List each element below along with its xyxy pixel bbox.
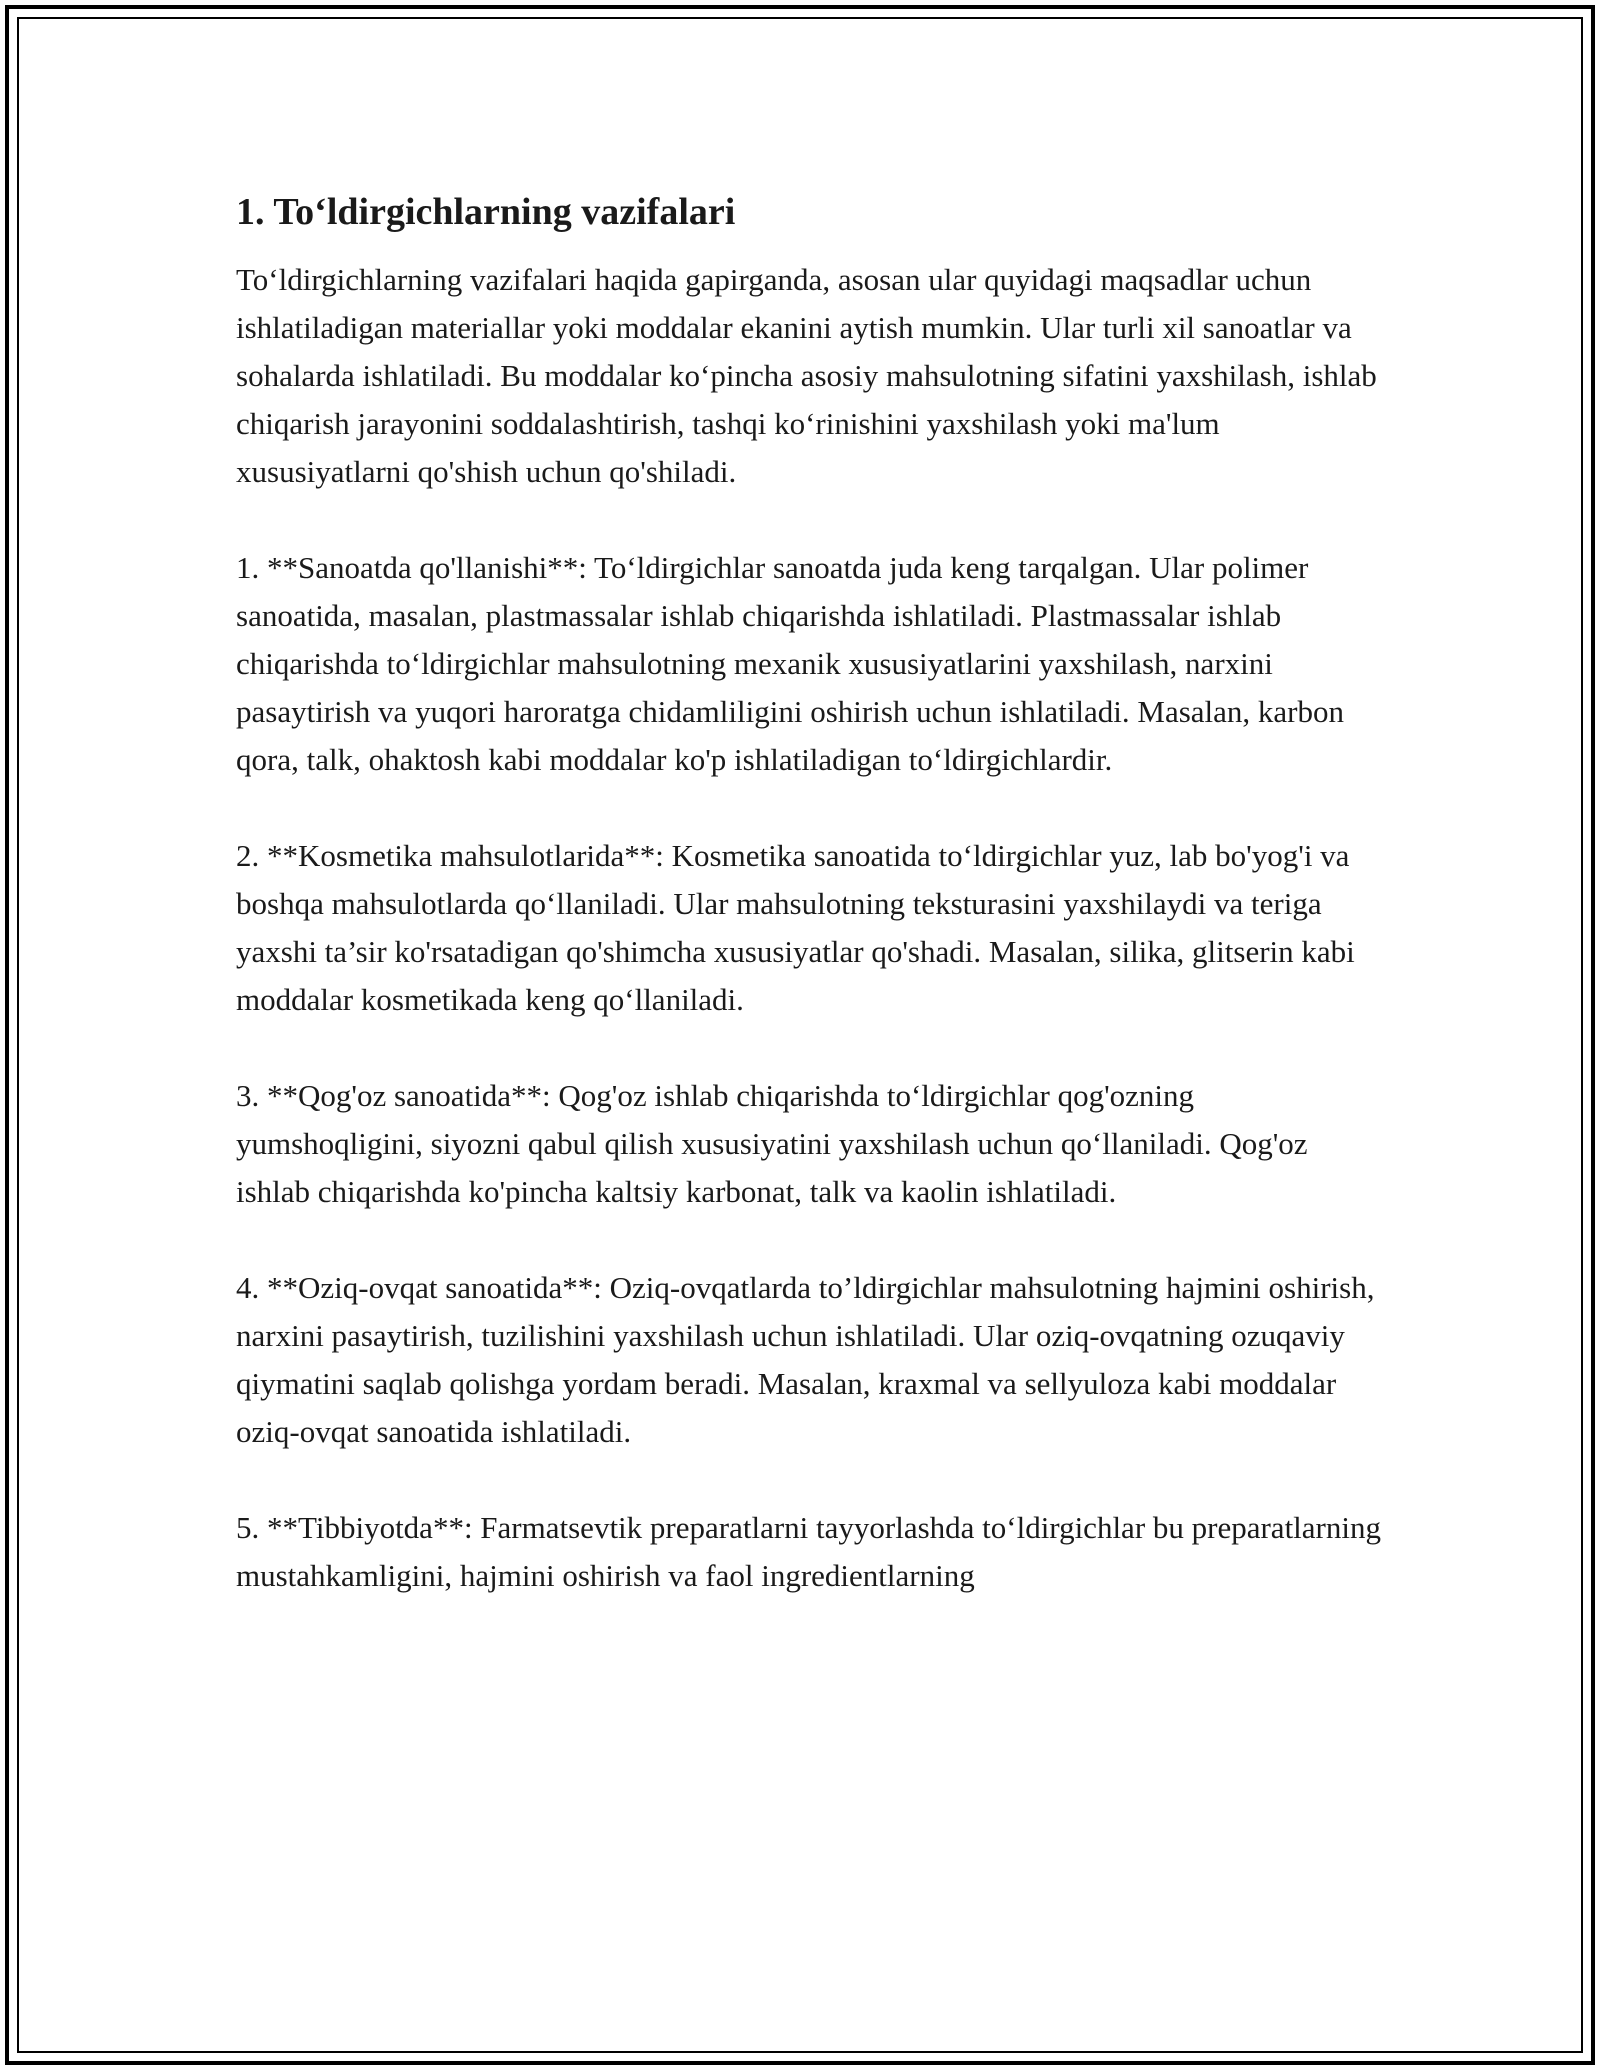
intro-paragraph: To‘ldirgichlarning vazifalari haqida gapirganda, asosan ular quyidagi maqsadlar uchun ishlatiladigan materiallar yoki moddalar ekanini aytish mumkin. Ular turli xil sanoatlar va sohalarda ishlatiladi. Bu moddalar ko‘pincha asosiy mahsulotning sifatini yaxshilash, ishlab chiqarish jarayonini soddalashtirish, tashqi ko‘rinishini yaxshilash yoki ma'lum xususiyatlarni qo'shish uchun qo'shiladi. [236, 262, 1377, 489]
document-body [236, 186, 1386, 1648]
section-heading: 1. To‘ldirgichlarning vazifalari [236, 191, 736, 233]
list-item: 5. **Tibbiyotda**: Farmatsevtik preparatlarni tayyorlashda to‘ldirgichlar bu preparatlarning mustahkamligini, hajmini oshirish va faol ingredientlarning [236, 1510, 1381, 1593]
list-item: 2. **Kosmetika mahsulotlarida**: Kosmetika sanoatida to‘ldirgichlar yuz, lab bo'yog'i va boshqa mahsulotlarda qo‘llaniladi. Ular mahsulotning teksturasini yaxshilaydi va teriga yaxshi ta’sir ko'rsatadigan qo'shimcha xususiyatlar qo'shadi. Masalan, silika, glitserin kabi moddalar kosmetikada keng qo‘llaniladi. [236, 838, 1355, 1017]
list-item: 3. **Qog'oz sanoatida**: Qog'oz ishlab chiqarishda to‘ldirgichlar qog'ozning yumshoqligini, siyozni qabul qilish xususiyatini yaxshilash uchun qo‘llaniladi. Qog'oz ishlab chiqarishda ko'pincha kaltsiy karbonat, talk va kaolin ishlatiladi. [236, 1078, 1308, 1209]
list-item: 1. **Sanoatda qo'llanishi**: To‘ldirgichlar sanoatda juda keng tarqalgan. Ular polimer sanoatida, masalan, plastmassalar ishlab chiqarishda ishlatiladi. Plastmassalar ishlab chiqarishda to‘ldirgichlar mahsulotning mexanik xususiyatlarini yaxshilash, narxini pasaytirish va yuqori haroratga chidamliligini oshirish uchun ishlatiladi. Masalan, karbon qora, talk, ohaktosh kabi moddalar ko'p ishlatiladigan to‘ldirgichlardir. [236, 550, 1345, 777]
list-item: 4. **Oziq-ovqat sanoatida**: Oziq-ovqatlarda to’ldirgichlar mahsulotning hajmini oshirish, narxini pasaytirish, tuzilishini yaxshilash uchun ishlatiladi. Ular oziq-ovqatning ozuqaviy qiymatini saqlab qolishga yordam beradi. Masalan, kraxmal va sellyuloza kabi moddalar oziq-ovqat sanoatida ishlatiladi. [236, 1270, 1375, 1449]
